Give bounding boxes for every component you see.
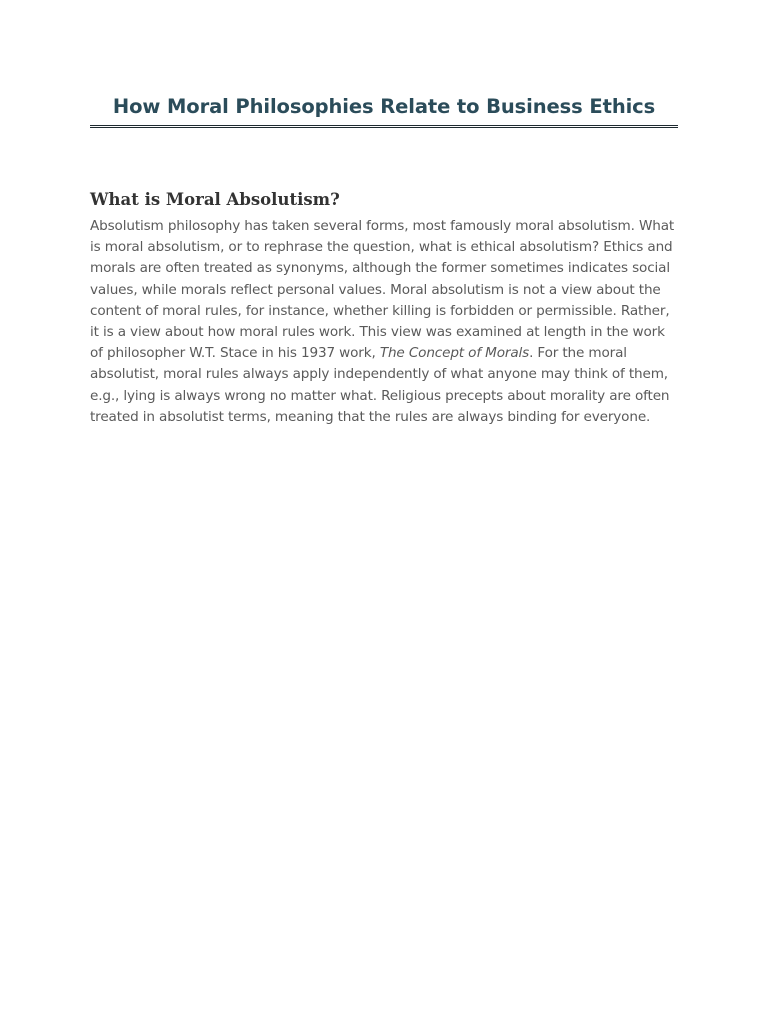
paragraph-text-part-2: . For the moral absolutist, moral rules always apply independently of what anyone may think of them, e.g., lying is always wrong no matter what. Religious precepts about morality are often treated in absolutist terms, meaning that the rules are always binding for everyone. <box>90 345 670 425</box>
page-title: How Moral Philosophies Relate to Business Ethics <box>112 95 656 118</box>
book-title: The Concept of Morals <box>379 345 530 362</box>
document-page <box>90 0 678 428</box>
title-block <box>90 93 678 128</box>
section-heading: What is Moral Absolutism? <box>90 190 340 209</box>
paragraph-text-part-1: Absolutism philosophy has taken several forms, most famously moral absolutism. What is moral absolutism, or to rephrase the question, what is ethical absolutism? Ethics and morals are often treated as synonyms, although the former sometimes indicates social values, while morals reflect personal values. Moral absolutism is not a view about the content of moral rules, for instance, whether killing is forbidden or permissible. Rather, it is a view about how moral rules work. This view was examined at length in the work of philosopher W.T. Stace in his 1937 work, <box>90 218 675 362</box>
body-paragraph <box>90 216 678 428</box>
